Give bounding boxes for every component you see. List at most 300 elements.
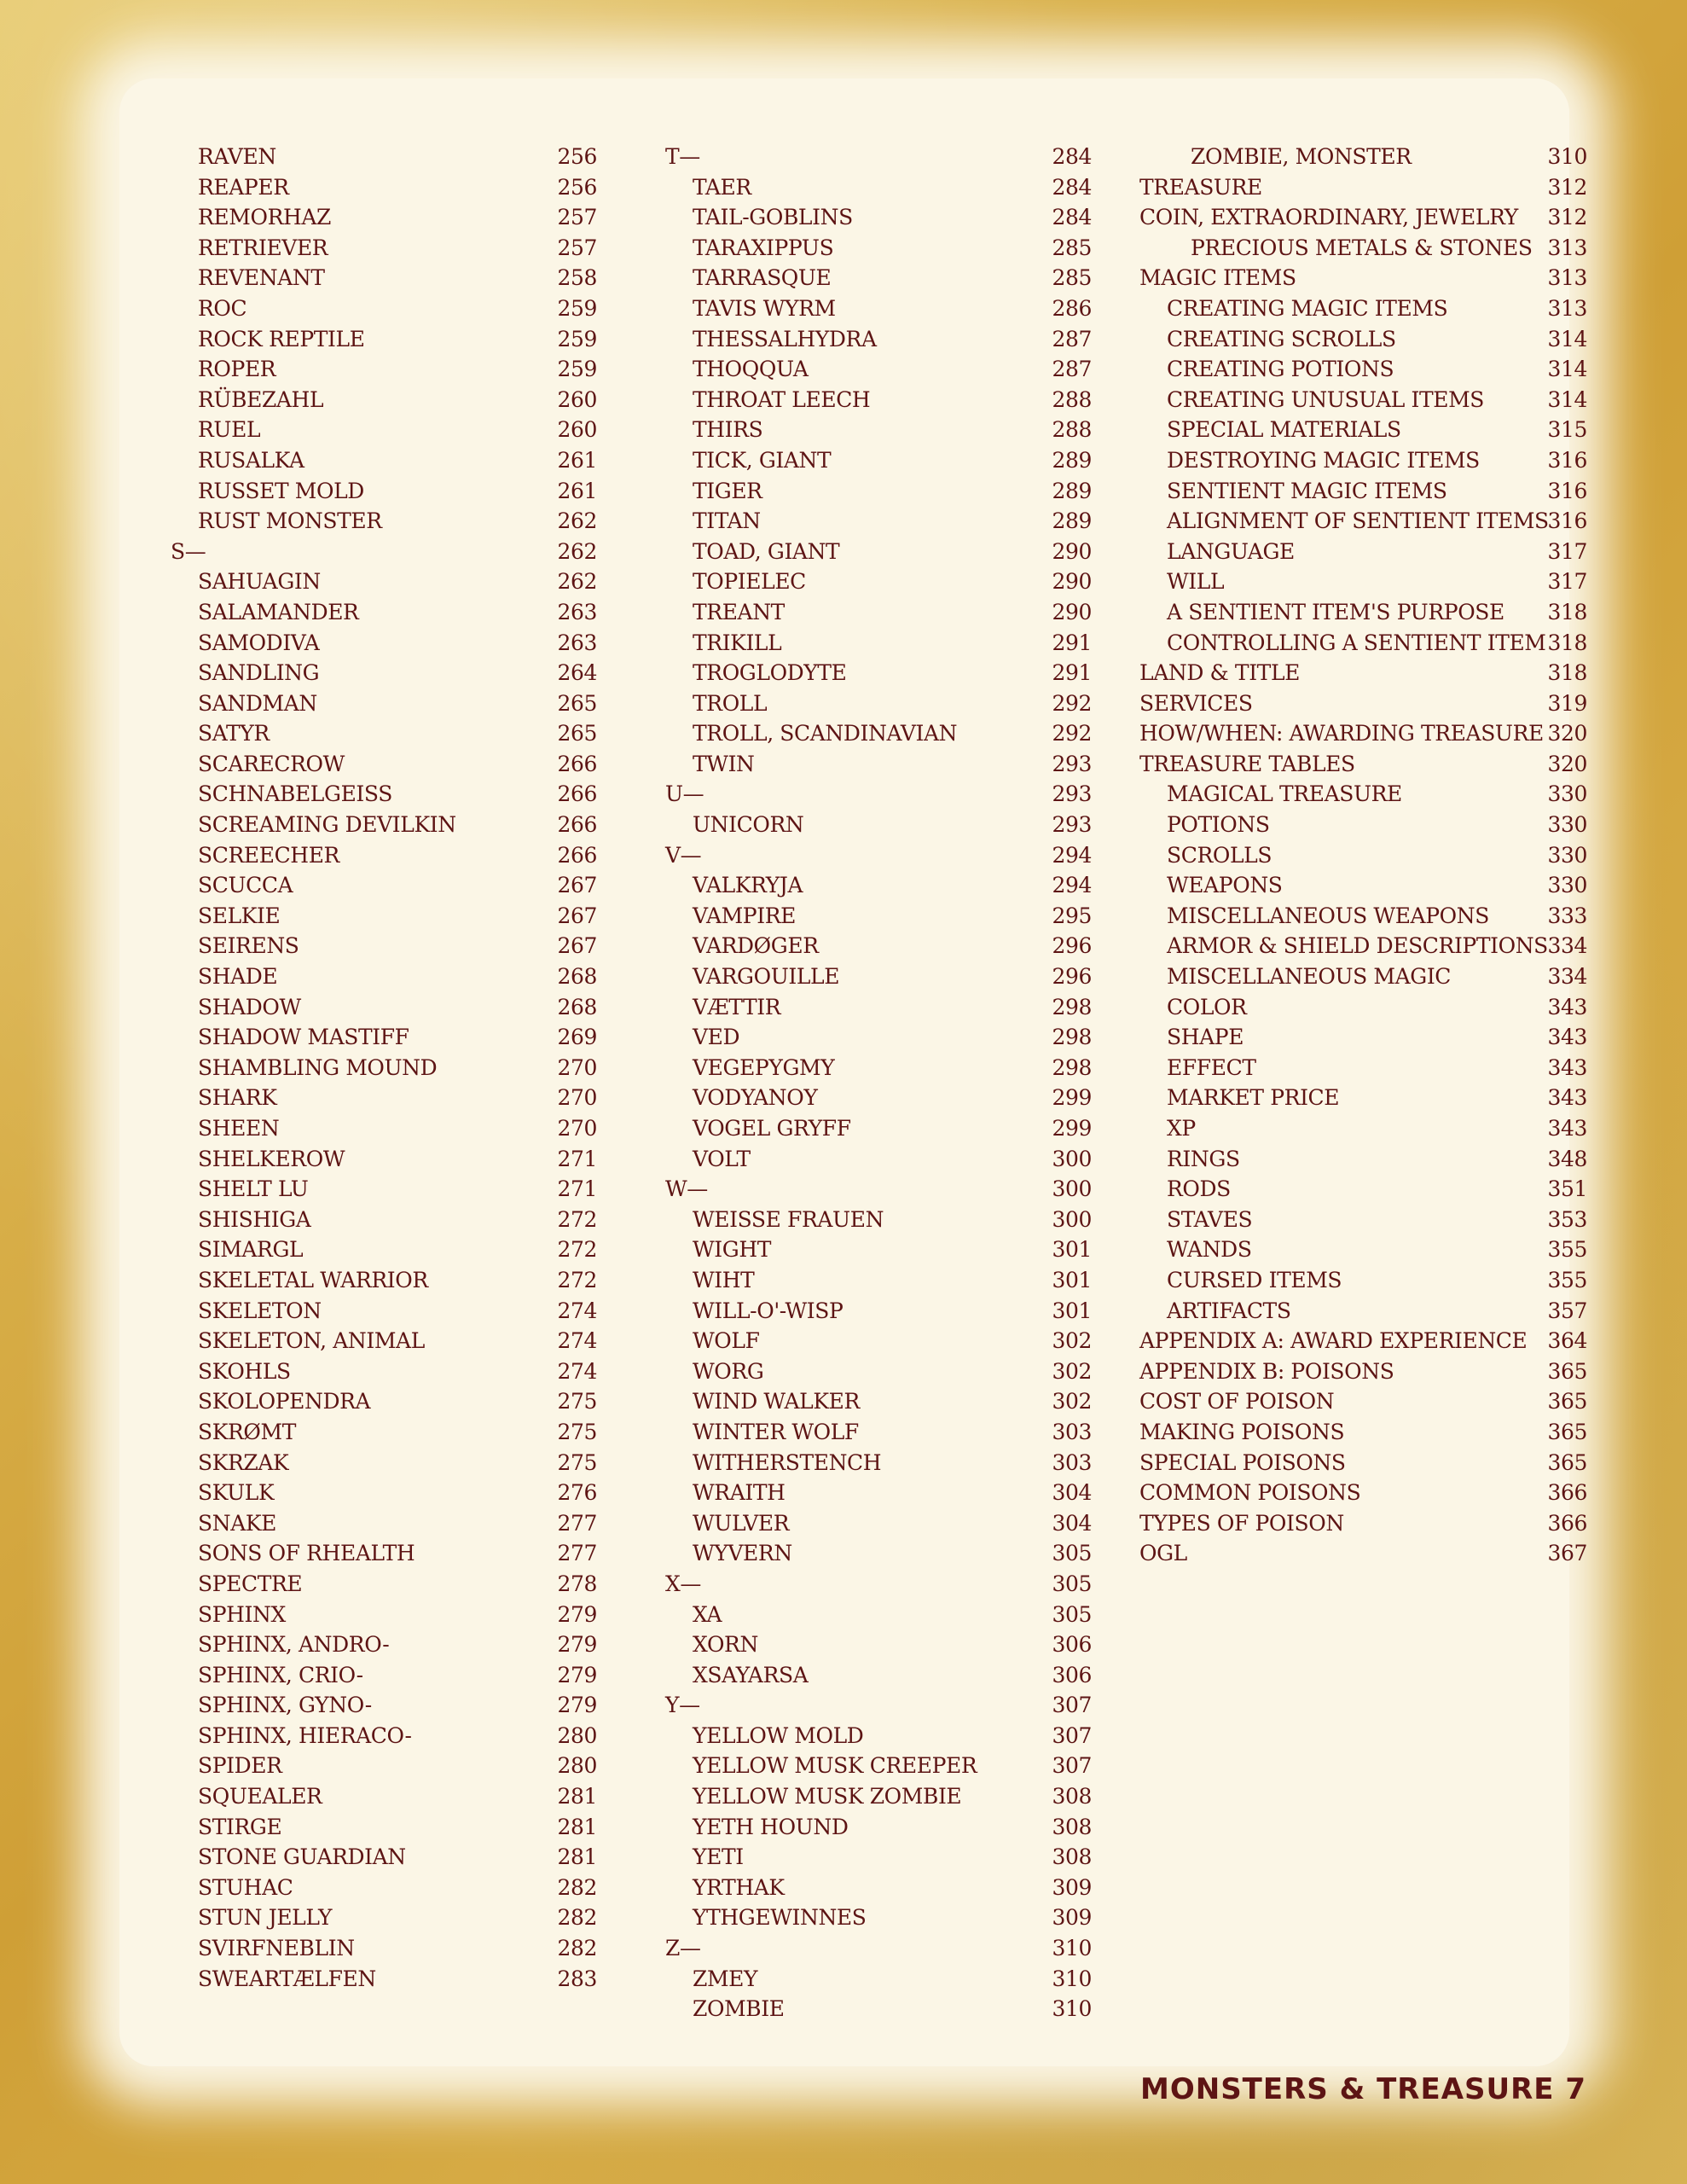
toc-entry[interactable] xyxy=(171,810,597,840)
toc-entry[interactable] xyxy=(665,1265,1092,1296)
toc-entry[interactable] xyxy=(665,566,1092,597)
toc-entry-page: 281 xyxy=(557,1784,597,1809)
toc-entry[interactable] xyxy=(1139,445,1587,476)
toc-entry[interactable] xyxy=(171,1690,597,1721)
toc-entry[interactable] xyxy=(1139,1326,1587,1356)
toc-entry[interactable] xyxy=(665,142,1092,172)
toc-entry-title: SANDMAN xyxy=(198,690,317,716)
toc-entry[interactable] xyxy=(665,658,1092,688)
toc-entry-page: 281 xyxy=(557,1844,597,1870)
toc-entry[interactable] xyxy=(1139,1205,1587,1235)
toc-entry-title: CONTROLLING A SENTIENT ITEM xyxy=(1167,630,1546,655)
toc-entry[interactable] xyxy=(171,1083,597,1113)
toc-entry-page: 262 xyxy=(557,569,597,595)
page-footer: MONSTERS & TREASURE 7 xyxy=(1140,2072,1586,2106)
toc-entry[interactable] xyxy=(665,172,1092,203)
toc-entry-page: 314 xyxy=(1547,357,1587,382)
toc-entry[interactable] xyxy=(665,202,1092,233)
toc-entry-page: 343 xyxy=(1547,1085,1587,1111)
toc-entry-page: 305 xyxy=(1052,1601,1092,1627)
toc-entry[interactable] xyxy=(1139,142,1587,172)
toc-entry-page: 274 xyxy=(557,1328,597,1354)
toc-entry-title: SPHINX, GYNO- xyxy=(198,1693,372,1718)
toc-entry[interactable] xyxy=(171,354,597,385)
toc-entry[interactable] xyxy=(1139,506,1587,537)
toc-entry[interactable] xyxy=(1139,354,1587,385)
toc-entry-title: U— xyxy=(665,781,704,807)
toc-entry-title: SHADOW MASTIFF xyxy=(198,1025,409,1050)
toc-entry[interactable] xyxy=(665,597,1092,628)
toc-entry[interactable] xyxy=(171,1326,597,1356)
toc-entry-page: 308 xyxy=(1052,1814,1092,1839)
toc-entry[interactable] xyxy=(1139,1508,1587,1539)
toc-entry-page: 290 xyxy=(1052,599,1092,624)
toc-entry-title: RUSALKA xyxy=(198,447,304,473)
toc-entry-title: WILL xyxy=(1167,569,1225,595)
toc-entry[interactable] xyxy=(171,1964,597,1995)
toc-entry-page: 365 xyxy=(1547,1389,1587,1414)
toc-entry[interactable] xyxy=(665,1994,1092,2024)
toc-entry[interactable] xyxy=(1139,931,1587,961)
toc-entry-page: 288 xyxy=(1052,417,1092,443)
toc-entry[interactable] xyxy=(1139,992,1587,1023)
toc-entry[interactable] xyxy=(1139,628,1587,659)
toc-entry-title: XP xyxy=(1167,1116,1196,1141)
toc-entry[interactable] xyxy=(665,1022,1092,1053)
toc-entry[interactable] xyxy=(665,1326,1092,1356)
toc-entry[interactable] xyxy=(171,1478,597,1508)
toc-entry[interactable] xyxy=(665,961,1092,992)
toc-entry-page: 274 xyxy=(557,1298,597,1323)
toc-entry[interactable] xyxy=(171,142,597,172)
toc-entry-page: 353 xyxy=(1547,1206,1587,1232)
toc-entry-title: THOQQUA xyxy=(693,357,809,382)
toc-entry[interactable] xyxy=(171,1933,597,1964)
toc-entry[interactable] xyxy=(1139,1265,1587,1296)
toc-entry-page: 275 xyxy=(557,1389,597,1414)
toc-entry[interactable] xyxy=(665,1660,1092,1691)
toc-entry[interactable] xyxy=(665,688,1092,719)
toc-entry[interactable] xyxy=(1139,597,1587,628)
toc-entry[interactable] xyxy=(171,324,597,355)
toc-entry-page: 266 xyxy=(557,781,597,807)
toc-entry[interactable] xyxy=(1139,233,1587,264)
toc-entry-title: YELLOW MOLD xyxy=(693,1722,864,1748)
toc-entry[interactable] xyxy=(171,1174,597,1205)
toc-entry-title: Y— xyxy=(665,1693,700,1718)
toc-entry[interactable] xyxy=(171,1569,597,1600)
toc-entry[interactable] xyxy=(171,1053,597,1083)
toc-entry[interactable] xyxy=(665,537,1092,567)
toc-entry[interactable] xyxy=(665,385,1092,415)
toc-entry[interactable] xyxy=(171,1296,597,1327)
toc-entry-title: VALKRYJA xyxy=(693,873,803,898)
toc-entry-title: SPHINX, ANDRO- xyxy=(198,1632,390,1658)
toc-entry[interactable] xyxy=(1139,1386,1587,1417)
toc-entry-title: VEGEPYGMY xyxy=(693,1054,835,1080)
toc-entry-title: ALIGNMENT OF SENTIENT ITEMS xyxy=(1167,508,1549,534)
toc-entry[interactable] xyxy=(1139,961,1587,992)
toc-entry[interactable] xyxy=(1139,1053,1587,1083)
toc-entry-page: 365 xyxy=(1547,1449,1587,1475)
toc-entry-title: WINTER WOLF xyxy=(693,1419,859,1444)
toc-entry[interactable] xyxy=(665,293,1092,324)
toc-entry[interactable] xyxy=(665,233,1092,264)
toc-entry[interactable] xyxy=(1139,415,1587,445)
toc-entry-page: 289 xyxy=(1052,447,1092,473)
toc-entry-title: SHADE xyxy=(198,964,278,990)
toc-entry-page: 274 xyxy=(557,1358,597,1384)
toc-entry-title: TROLL xyxy=(693,690,768,716)
toc-entry-title: SELKIE xyxy=(198,903,281,928)
toc-entry[interactable] xyxy=(1139,293,1587,324)
toc-entry[interactable] xyxy=(171,1660,597,1691)
toc-entry[interactable] xyxy=(665,263,1092,293)
toc-entry-title: YELLOW MUSK CREEPER xyxy=(693,1753,977,1779)
toc-entry[interactable] xyxy=(665,1721,1092,1751)
toc-entry[interactable] xyxy=(1139,537,1587,567)
toc-entry[interactable] xyxy=(171,1902,597,1933)
toc-entry[interactable] xyxy=(171,1873,597,1903)
toc-entry[interactable] xyxy=(1139,1296,1587,1327)
toc-entry-title: SALAMANDER xyxy=(198,599,359,624)
toc-entry[interactable] xyxy=(1139,779,1587,810)
toc-entry-page: 287 xyxy=(1052,357,1092,382)
toc-entry-page: 301 xyxy=(1052,1237,1092,1263)
toc-entry[interactable] xyxy=(665,1174,1092,1205)
toc-entry-title: SWEARTÆLFEN xyxy=(198,1966,376,1991)
toc-entry-page: 282 xyxy=(557,1905,597,1931)
toc-entry[interactable] xyxy=(171,263,597,293)
toc-entry[interactable] xyxy=(1139,1538,1587,1569)
toc-entry-page: 263 xyxy=(557,630,597,655)
toc-entry-title: WIHT xyxy=(693,1267,755,1292)
toc-entry-title: TOPIELEC xyxy=(693,569,806,595)
toc-entry[interactable] xyxy=(665,1356,1092,1387)
toc-entry-page: 301 xyxy=(1052,1267,1092,1292)
toc-entry-page: 260 xyxy=(557,386,597,412)
toc-entry[interactable] xyxy=(665,324,1092,355)
toc-entry-title: WIND WALKER xyxy=(693,1389,860,1414)
toc-entry-title: SPECIAL POISONS xyxy=(1139,1449,1346,1475)
toc-entry-page: 268 xyxy=(557,994,597,1019)
toc-entry[interactable] xyxy=(171,1751,597,1781)
toc-entry-title: DESTROYING MAGIC ITEMS xyxy=(1167,447,1480,473)
toc-entry[interactable] xyxy=(171,1600,597,1630)
toc-entry-page: 294 xyxy=(1052,842,1092,868)
toc-entry[interactable] xyxy=(171,293,597,324)
toc-entry-page: 348 xyxy=(1547,1146,1587,1171)
toc-entry-page: 302 xyxy=(1052,1389,1092,1414)
toc-entry-page: 317 xyxy=(1547,569,1587,595)
toc-entry-title: SHELKEROW xyxy=(198,1146,345,1171)
toc-entry[interactable] xyxy=(1139,1022,1587,1053)
toc-entry-page: 364 xyxy=(1547,1328,1587,1354)
toc-entry-title: WRAITH xyxy=(693,1480,786,1506)
toc-entry-title: RUSSET MOLD xyxy=(198,478,364,503)
toc-entry-title: SATYR xyxy=(198,721,270,746)
toc-entry-page: 295 xyxy=(1052,903,1092,928)
toc-entry[interactable] xyxy=(171,1812,597,1843)
toc-column-1 xyxy=(171,142,597,1994)
toc-entry-page: 305 xyxy=(1052,1571,1092,1596)
toc-entry-title: TAER xyxy=(693,174,751,200)
toc-entry[interactable] xyxy=(171,1265,597,1296)
toc-entry[interactable] xyxy=(665,506,1092,537)
toc-entry[interactable] xyxy=(171,1234,597,1265)
toc-entry[interactable] xyxy=(665,1386,1092,1417)
toc-entry-page: 304 xyxy=(1052,1510,1092,1536)
toc-entry-title: EFFECT xyxy=(1167,1054,1256,1080)
toc-entry[interactable] xyxy=(171,415,597,445)
toc-entry[interactable] xyxy=(171,658,597,688)
toc-entry-title: YELLOW MUSK ZOMBIE xyxy=(693,1784,962,1809)
toc-entry[interactable] xyxy=(171,1448,597,1478)
toc-entry-page: 265 xyxy=(557,690,597,716)
toc-entry-page: 262 xyxy=(557,508,597,534)
toc-entry[interactable] xyxy=(171,961,597,992)
toc-entry[interactable] xyxy=(665,1781,1092,1812)
toc-entry-title: X— xyxy=(665,1571,701,1596)
toc-entry[interactable] xyxy=(1139,1417,1587,1448)
toc-entry-page: 270 xyxy=(557,1054,597,1080)
toc-entry-title: ZMEY xyxy=(693,1966,758,1991)
toc-entry-title: S— xyxy=(171,538,206,564)
toc-entry-title: SCROLLS xyxy=(1167,842,1272,868)
toc-entry-title: YETH HOUND xyxy=(693,1814,849,1839)
toc-entry[interactable] xyxy=(171,1508,597,1539)
toc-entry-title: RINGS xyxy=(1167,1146,1240,1171)
toc-entry-page: 319 xyxy=(1547,690,1587,716)
toc-entry[interactable] xyxy=(1139,658,1587,688)
toc-entry[interactable] xyxy=(1139,1113,1587,1144)
toc-entry-page: 317 xyxy=(1547,538,1587,564)
toc-entry[interactable] xyxy=(665,1933,1092,1964)
toc-entry[interactable] xyxy=(171,445,597,476)
toc-entry[interactable] xyxy=(1139,1083,1587,1113)
toc-entry[interactable] xyxy=(665,992,1092,1023)
toc-entry[interactable] xyxy=(665,415,1092,445)
toc-entry[interactable] xyxy=(171,1721,597,1751)
toc-entry[interactable] xyxy=(665,1629,1092,1660)
toc-entry-title: SPECIAL MATERIALS xyxy=(1167,417,1401,443)
toc-entry[interactable] xyxy=(171,870,597,901)
toc-entry[interactable] xyxy=(1139,385,1587,415)
toc-entry[interactable] xyxy=(171,1356,597,1387)
toc-entry-title: SHEEN xyxy=(198,1116,280,1141)
toc-entry[interactable] xyxy=(171,537,597,567)
toc-entry-title: APPENDIX B: POISONS xyxy=(1139,1358,1394,1384)
toc-entry-page: 308 xyxy=(1052,1844,1092,1870)
toc-entry[interactable] xyxy=(665,1873,1092,1903)
toc-entry[interactable] xyxy=(665,1234,1092,1265)
toc-entry-title: SHAMBLING MOUND xyxy=(198,1054,438,1080)
toc-entry-page: 318 xyxy=(1547,630,1587,655)
toc-entry[interactable] xyxy=(665,1053,1092,1083)
toc-entry[interactable] xyxy=(171,506,597,537)
toc-entry[interactable] xyxy=(665,1417,1092,1448)
toc-entry-title: SCREECHER xyxy=(198,842,339,868)
toc-entry[interactable] xyxy=(665,810,1092,840)
toc-entry[interactable] xyxy=(665,1902,1092,1933)
toc-entry-title: VARDØGER xyxy=(693,933,819,959)
toc-entry-title: SENTIENT MAGIC ITEMS xyxy=(1167,478,1447,503)
toc-entry[interactable] xyxy=(665,1508,1092,1539)
toc-entry-page: 268 xyxy=(557,964,597,990)
toc-entry[interactable] xyxy=(665,1964,1092,1995)
toc-entry-page: 307 xyxy=(1052,1693,1092,1718)
toc-entry-page: 258 xyxy=(557,265,597,291)
toc-entry[interactable] xyxy=(665,1144,1092,1175)
toc-entry[interactable] xyxy=(171,233,597,264)
toc-entry[interactable] xyxy=(171,688,597,719)
toc-entry[interactable] xyxy=(1139,1478,1587,1508)
toc-entry[interactable] xyxy=(171,1205,597,1235)
toc-entry-title: SNAKE xyxy=(198,1510,276,1536)
toc-entry[interactable] xyxy=(665,779,1092,810)
toc-entry[interactable] xyxy=(171,172,597,203)
toc-entry-title: ROPER xyxy=(198,357,276,382)
toc-entry-page: 351 xyxy=(1547,1176,1587,1202)
toc-entry[interactable] xyxy=(665,628,1092,659)
toc-entry-title: SVIRFNEBLIN xyxy=(198,1936,355,1961)
toc-entry-page: 305 xyxy=(1052,1541,1092,1566)
toc-entry[interactable] xyxy=(665,1205,1092,1235)
toc-entry[interactable] xyxy=(1139,840,1587,871)
toc-entry[interactable] xyxy=(1139,1448,1587,1478)
toc-entry[interactable] xyxy=(171,385,597,415)
toc-entry[interactable] xyxy=(1139,870,1587,901)
toc-entry-title: ROCK REPTILE xyxy=(198,326,365,351)
toc-entry-title: WOLF xyxy=(693,1328,760,1354)
toc-entry[interactable] xyxy=(665,1083,1092,1113)
toc-entry[interactable] xyxy=(171,840,597,871)
toc-entry-page: 300 xyxy=(1052,1146,1092,1171)
toc-entry-title: MARKET PRICE xyxy=(1167,1085,1340,1111)
toc-entry[interactable] xyxy=(171,1629,597,1660)
toc-entry[interactable] xyxy=(665,1690,1092,1721)
toc-entry-page: 316 xyxy=(1547,447,1587,473)
toc-entry[interactable] xyxy=(665,718,1092,749)
toc-entry-title: UNICORN xyxy=(693,812,804,838)
toc-entry[interactable] xyxy=(665,1478,1092,1508)
toc-entry[interactable] xyxy=(1139,566,1587,597)
toc-entry-title: STIRGE xyxy=(198,1814,282,1839)
toc-entry[interactable] xyxy=(171,566,597,597)
toc-entry[interactable] xyxy=(1139,1356,1587,1387)
toc-entry[interactable] xyxy=(1139,1174,1587,1205)
toc-entry[interactable] xyxy=(665,1296,1092,1327)
toc-entry[interactable] xyxy=(171,931,597,961)
toc-entry-title: TREANT xyxy=(693,599,785,624)
toc-entry[interactable] xyxy=(171,597,597,628)
toc-entry-title: SKELETON, ANIMAL xyxy=(198,1328,425,1354)
toc-entry[interactable] xyxy=(171,202,597,233)
toc-entry-title: THROAT LEECH xyxy=(693,386,871,412)
toc-entry[interactable] xyxy=(665,354,1092,385)
toc-entry[interactable] xyxy=(171,1386,597,1417)
toc-entry-page: 276 xyxy=(557,1480,597,1506)
toc-entry-title: VÆTTIR xyxy=(693,994,781,1019)
toc-entry[interactable] xyxy=(171,718,597,749)
toc-entry[interactable] xyxy=(1139,1234,1587,1265)
toc-entry[interactable] xyxy=(1139,718,1587,749)
toc-entry-page: 330 xyxy=(1547,781,1587,807)
toc-entry-page: 277 xyxy=(557,1541,597,1566)
toc-entry-page: 355 xyxy=(1547,1267,1587,1292)
toc-entry[interactable] xyxy=(1139,901,1587,932)
toc-entry[interactable] xyxy=(665,931,1092,961)
toc-entry-page: 299 xyxy=(1052,1085,1092,1111)
toc-entry[interactable] xyxy=(171,1538,597,1569)
toc-entry[interactable] xyxy=(665,1812,1092,1843)
toc-entry-title: SERVICES xyxy=(1139,690,1253,716)
toc-entry[interactable] xyxy=(171,628,597,659)
toc-entry[interactable] xyxy=(665,901,1092,932)
toc-entry[interactable] xyxy=(171,476,597,507)
toc-entry[interactable] xyxy=(665,840,1092,871)
toc-entry[interactable] xyxy=(171,992,597,1023)
toc-entry[interactable] xyxy=(1139,476,1587,507)
toc-entry[interactable] xyxy=(171,1417,597,1448)
toc-entry[interactable] xyxy=(665,1113,1092,1144)
toc-entry-title: SPHINX xyxy=(198,1601,286,1627)
toc-entry-page: 301 xyxy=(1052,1298,1092,1323)
toc-entry[interactable] xyxy=(171,1842,597,1873)
toc-entry[interactable] xyxy=(1139,172,1587,203)
toc-entry-title: SKOHLS xyxy=(198,1358,291,1384)
toc-entry-title: COMMON POISONS xyxy=(1139,1480,1361,1506)
toc-entry[interactable] xyxy=(665,749,1092,780)
toc-entry[interactable] xyxy=(171,1144,597,1175)
toc-entry-title: CREATING UNUSUAL ITEMS xyxy=(1167,386,1484,412)
toc-entry[interactable] xyxy=(665,1842,1092,1873)
toc-entry[interactable] xyxy=(1139,810,1587,840)
toc-entry[interactable] xyxy=(665,1600,1092,1630)
toc-entry[interactable] xyxy=(665,1448,1092,1478)
toc-entry[interactable] xyxy=(171,749,597,780)
toc-entry[interactable] xyxy=(665,445,1092,476)
toc-entry[interactable] xyxy=(665,870,1092,901)
toc-entry-page: 343 xyxy=(1547,1025,1587,1050)
toc-entry[interactable] xyxy=(665,1538,1092,1569)
toc-entry[interactable] xyxy=(1139,688,1587,719)
toc-entry[interactable] xyxy=(1139,263,1587,293)
toc-entry[interactable] xyxy=(1139,324,1587,355)
toc-entry-page: 293 xyxy=(1052,781,1092,807)
toc-entry[interactable] xyxy=(665,476,1092,507)
toc-entry[interactable] xyxy=(1139,1144,1587,1175)
toc-entry[interactable] xyxy=(171,779,597,810)
toc-entry-page: 277 xyxy=(557,1510,597,1536)
toc-entry-page: 302 xyxy=(1052,1328,1092,1354)
toc-entry[interactable] xyxy=(171,1022,597,1053)
toc-entry[interactable] xyxy=(171,901,597,932)
toc-entry[interactable] xyxy=(665,1751,1092,1781)
toc-entry-page: 267 xyxy=(557,873,597,898)
toc-entry[interactable] xyxy=(1139,202,1587,233)
toc-entry-title: REVENANT xyxy=(198,265,325,291)
toc-entry[interactable] xyxy=(1139,749,1587,780)
toc-entry-page: 303 xyxy=(1052,1449,1092,1475)
toc-entry[interactable] xyxy=(665,1569,1092,1600)
toc-entry-page: 261 xyxy=(557,478,597,503)
toc-entry[interactable] xyxy=(171,1113,597,1144)
toc-entry-page: 306 xyxy=(1052,1632,1092,1658)
toc-entry-page: 272 xyxy=(557,1206,597,1232)
toc-entry[interactable] xyxy=(171,1781,597,1812)
toc-entry-title: SPHINX, CRIO- xyxy=(198,1662,363,1687)
